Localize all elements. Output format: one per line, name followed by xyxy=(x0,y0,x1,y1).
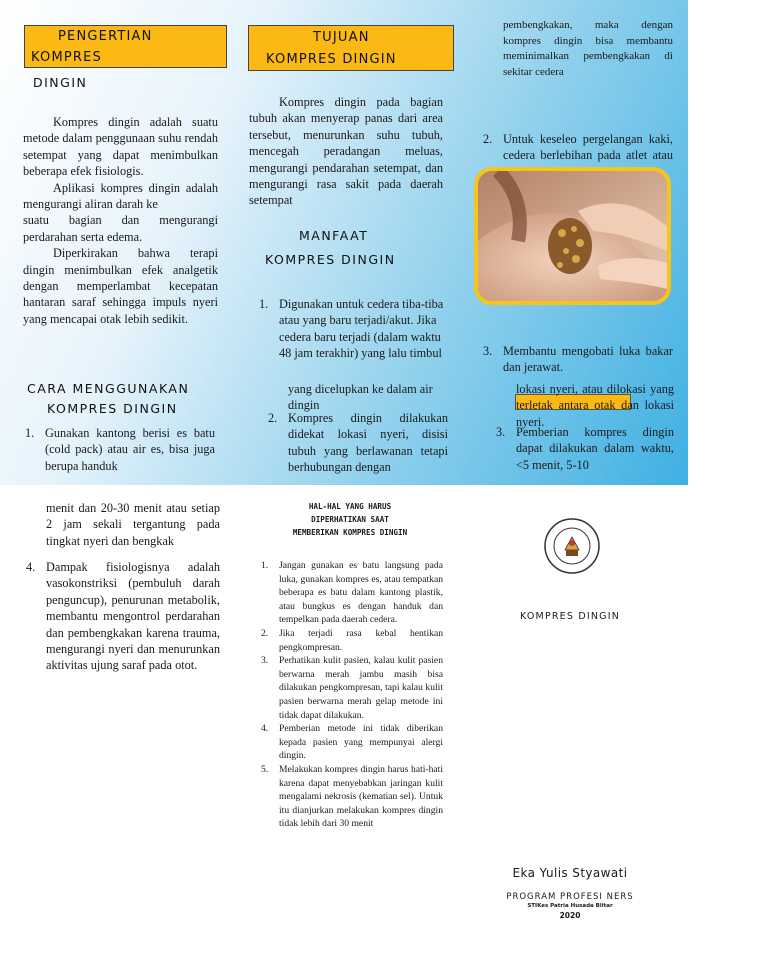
perhatian-item xyxy=(261,654,443,722)
list-number: 2. xyxy=(483,132,493,146)
list-number: 2. xyxy=(268,411,278,425)
pengertian-paragraph-2a: Aplikasi kompres dingin adalah mengurangi aliran darah ke xyxy=(23,180,218,212)
manfaat-item-1 xyxy=(259,296,444,362)
manfaat-item-2-text: Untuk keseleo pergelangan kaki, cedera berlebihan pada atlet atau xyxy=(503,132,673,163)
cara-item-3-text: Pemberian kompres dingin dapat dilakukan dalam waktu, <5 menit, 5-10 xyxy=(516,425,674,472)
program-name: PROGRAM PROFESI NERS xyxy=(506,892,634,902)
perhatian-list xyxy=(261,559,443,831)
cara-item-3-continued xyxy=(46,500,220,549)
cara-item-2-continued-text: lokasi nyeri, atau dilokasi yang terletak antara otak dan lokasi nyeri. xyxy=(516,382,674,429)
cold-compress-photo xyxy=(474,167,671,305)
manfaat-heading-line1: MANFAAT xyxy=(299,228,369,243)
tujuan-paragraph: Kompres dingin pada bagian tubuh akan menyerap panas dari area tersebut, menurunkan suhu tubuh, mencegah peradangan meluas, mengurangi pendarahan setempat, dan mengurangi rasa sakit pada daerah setempat xyxy=(249,95,443,208)
tujuan-header xyxy=(248,25,454,71)
manfaat-item-3 xyxy=(483,343,673,376)
tujuan-header-line1: TUJUAN xyxy=(313,30,370,45)
institution-name: STIKes Patria Husada Blitar xyxy=(527,903,613,909)
pengertian-header xyxy=(24,25,227,68)
cara-item-1-continued xyxy=(288,381,448,414)
pengertian-header-line2: KOMPRES xyxy=(31,50,103,65)
seal-icon xyxy=(543,517,601,575)
perhatian-item xyxy=(261,627,443,654)
pengertian-paragraph-1: Kompres dingin adalah suatu metode dalam penggunaan suhu rendah setempat yang dapat menimbulkan beberapa efek fisiologis. xyxy=(23,115,218,179)
perhatian-item xyxy=(261,722,443,763)
perhatian-item-4-text: Pemberian metode ini tidak diberikan kepada pasien yang mempunyai alergi dingin. xyxy=(279,723,443,762)
cara-item-4-text: Dampak fisiologisnya adalah vasokonstriksi (pembuluh darah penguncup), penurunan metabolik, membantu mengontrol perdarahan dan pembengkakan karena trauma, mengurangi nyeri dan menurunkan aktivitas ujung saraf pada otot. xyxy=(46,560,220,673)
cara-item-1-text: Gunakan kantong berisi es batu (cold pack) atau air es, bisa juga berupa handuk xyxy=(45,426,215,473)
list-number: 3. xyxy=(261,655,269,667)
perhatian-item xyxy=(261,763,443,831)
list-number: 1. xyxy=(259,297,269,311)
list-number: 2. xyxy=(261,627,269,639)
manfaat-item-1-continued xyxy=(503,18,673,80)
cold-compress-illustration xyxy=(478,171,667,301)
manfaat-item-1-continued-text: pembengkakan, maka dengan kompres dingin bisa membantu meminimalkan pembengkakan di sekitar cedera xyxy=(503,19,673,78)
pengertian-header-line3: DINGIN xyxy=(33,75,88,90)
manfaat-heading-line2: KOMPRES DINGIN xyxy=(265,252,396,267)
institution-logo xyxy=(543,517,601,575)
pengertian-header-line1: PENGERTIAN xyxy=(58,29,153,44)
brochure-inside-panel xyxy=(0,0,688,485)
pengertian-text xyxy=(23,114,218,327)
cara-item-1 xyxy=(25,425,215,474)
cara-item-3-continued-text: menit dan 20-30 menit atau setiap 2 jam sekali tergantung pada tingkat nyeri dan bengkak xyxy=(46,501,220,548)
cara-item-1-continued-text: yang dicelupkan ke dalam air dingin xyxy=(288,382,433,413)
list-number: 5. xyxy=(261,763,269,775)
perhatian-item-1-text: Jangan gunakan es batu langsung pada luka, gunakan kompres es, atau tempatkan beberapa es batu dalam kantong plastik, atau bungkus es dengan handuk dan tempelkan pada daerah cedera. xyxy=(279,560,443,626)
perhatian-item-5-text: Melakukan kompres dingin harus hati-hati karena dapat menyebabkan jaringan kulit mengalami nekrosis (kematian sel). Untuk itu dianjurkan melakukan kompres dingin tidak lebih dari 30 menit xyxy=(279,763,443,830)
pengertian-paragraph-2b: suatu bagian dan mengurangi perdarahan serta edema. xyxy=(23,213,218,244)
cover-title: KOMPRES DINGIN xyxy=(519,611,621,622)
manfaat-item-3-text: Membantu mengobati luka bakar dan jerawat. xyxy=(503,344,673,375)
list-number: 3. xyxy=(483,344,493,358)
cara-item-2-continued xyxy=(516,381,674,430)
pengertian-paragraph-3: Diperkirakan bahwa terapi dingin menimbulkan efek analgetik dengan memperlambat kecepatan hantaran saraf sehingga impuls nyeri yang mencapai otak lebih sedikit. xyxy=(23,246,218,326)
cara-heading-line1: CARA MENGGUNAKAN xyxy=(27,381,190,396)
list-number: 1. xyxy=(25,426,35,440)
author-name: Eka Yulis Styawati xyxy=(512,866,628,880)
perhatian-title-line2: DIPERHATIKAN SAAT xyxy=(311,515,389,524)
year: 2020 xyxy=(559,911,581,920)
tujuan-header-line2: KOMPRES DINGIN xyxy=(266,52,397,67)
cara-item-4 xyxy=(26,559,220,674)
list-number: 1. xyxy=(261,560,269,571)
cara-item-2 xyxy=(268,410,448,476)
cara-item-2-text: Kompres dingin dilakukan didekat lokasi nyeri, disisi tubuh yang berlawanan tetapi berhubungan dengan xyxy=(288,411,448,475)
cara-heading-line2: KOMPRES DINGIN xyxy=(47,401,178,416)
perhatian-title xyxy=(240,500,460,539)
perhatian-item-2-text: Jika terjadi rasa kebal hentikan pengkompresan. xyxy=(279,627,443,653)
perhatian-title-line1: HAL-HAL YANG HARUS xyxy=(308,502,392,511)
list-number: 3. xyxy=(496,425,506,439)
list-number: 4. xyxy=(26,560,36,574)
list-number: 4. xyxy=(261,723,269,735)
tujuan-text xyxy=(249,94,443,209)
manfaat-item-1-text: Digunakan untuk cedera tiba-tiba atau yang baru terjadi/akut. Jika cedera baru terjadi (dalam waktu 48 jam terakhir) yang lalu timbul xyxy=(279,297,444,361)
perhatian-item xyxy=(261,559,443,627)
cara-item-3 xyxy=(496,424,674,473)
perhatian-item-3-text: Perhatikan kulit pasien, kalau kulit pasien berwarna merah jambu masih bisa dilakukan pengkompresan, tapi kalau kulit pasien berwarna merah gelap metode ini tidak dapat dilakukan. xyxy=(279,655,443,721)
perhatian-title-line3: MEMBERIKAN KOMPRES DINGIN xyxy=(292,528,408,537)
